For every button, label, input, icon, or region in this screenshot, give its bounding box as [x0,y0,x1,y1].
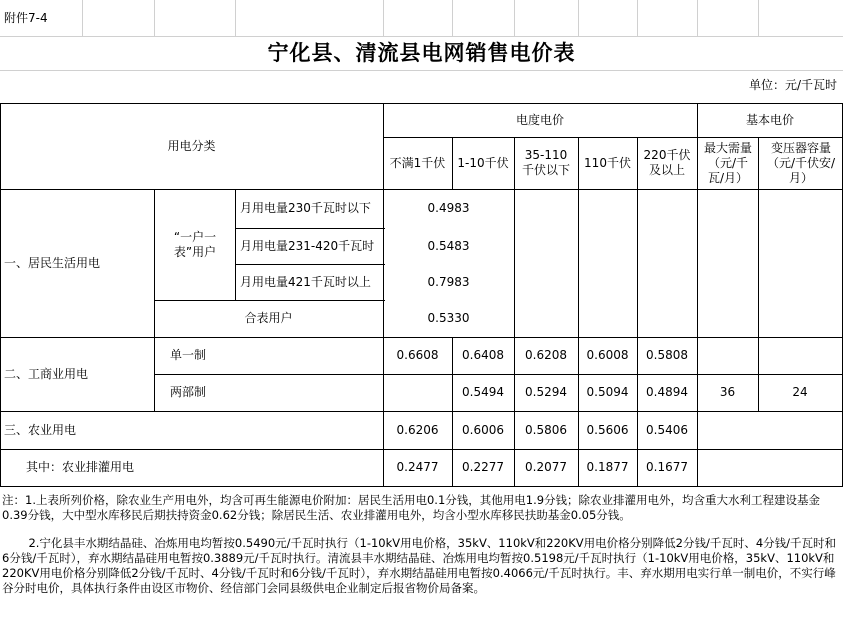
row-tier3-label: 月用电量421千瓦时以上 [240,274,371,289]
two-part-lt1kv [383,374,452,411]
header-transformer-capacity: 变压器容量（元/千伏安/月） [766,140,836,185]
header-voltage-1-10kv: 1-10千伏 [457,155,509,170]
row-tier1-label: 月用电量230千瓦时以下 [240,201,371,215]
two-part-transformer: 24 [792,385,808,399]
two-part-max-demand: 36 [719,385,736,399]
agri-lt1kv: 0.6206 [396,422,439,437]
single-rate-35-110kv: 0.6208 [525,348,567,362]
row-tier2-price: 0.5483 [427,238,470,253]
two-part-35-110kv: 0.5294 [525,385,567,399]
header-energy-price: 电度电价 [515,112,564,127]
irrigation-lt1kv: 0.2477 [396,460,439,474]
header-max-demand: 最大需量（元/千瓦/月） [703,140,752,185]
two-part-1-10kv: 0.5494 [462,385,504,399]
agri-1-10kv: 0.6006 [462,422,504,437]
header-voltage-220kv: 220千伏及以上 [643,148,691,177]
row-one-meter-user: “一户一表”用户 [173,229,217,259]
single-rate-220kv: 0.5808 [646,348,688,362]
note-2: 2.宁化县丰水期结晶硅、冶炼用电均暂按0.5490元/千瓦时执行（1-10kV用电价格，35kV、110kV和220KV用电价格分别降低2分钱/千瓦时、4分钱/千瓦时和6分钱/千瓦时），弃水期结晶硅用电暂按0.3889元/千瓦时执行。清流县丰水期结晶硅、冶炼用电均暂按0.5198元/千瓦时执行（1-10kV用电价格，35kV、110kV和220KV用电价格分别降低2分钱/千瓦时、4分钱/千瓦时和6分钱/千瓦时），弃水期结晶硅用电暂按0.4066元/千瓦时执行。丰、弃水期用电实行单一制电价，不实行峰谷分时电价，具体执行条件由设区市物价、经信部门会同县级供电企业制定后报省物价局备案。 [2,536,837,595]
irrigation-220kv: 0.1677 [646,460,688,474]
unit-label: 单位：元/千瓦时 [748,77,837,92]
header-voltage-lt1kv: 不满1千伏 [389,155,446,170]
row-industrial: 二、工商业用电 [4,366,89,381]
agri-110kv: 0.5606 [586,422,629,437]
two-part-220kv: 0.4894 [646,385,688,399]
two-part-110kv: 0.5094 [586,385,629,399]
row-tier1-price: 0.4983 [427,201,470,215]
header-voltage-35-110kv: 35-110千伏以下 [521,148,570,177]
row-tier2-label: 月用电量231-420千瓦时 [240,238,375,253]
header-category: 用电分类 [167,138,216,153]
row-shared-meter-price: 0.5330 [427,311,470,325]
row-agriculture: 三、农业用电 [4,422,77,437]
agri-35-110kv: 0.5806 [525,422,567,437]
row-shared-meter-label: 合表用户 [244,311,293,325]
single-rate-110kv: 0.6008 [586,348,629,362]
agri-220kv: 0.5406 [646,422,688,437]
row-tier3-price: 0.7983 [427,274,470,289]
row-irrigation: 其中：农业排灌用电 [26,460,135,474]
single-rate-lt1kv: 0.6608 [396,348,439,362]
irrigation-110kv: 0.1877 [586,460,629,474]
page-title: 宁化县、清流县电网销售电价表 [267,40,576,65]
row-single-rate-label: 单一制 [170,348,207,362]
row-two-part-label: 两部制 [170,385,207,399]
attachment-label: 附件7-4 [4,10,48,25]
header-voltage-110kv: 110千伏 [584,155,631,170]
header-basic-price: 基本电价 [745,112,794,127]
single-rate-1-10kv: 0.6408 [462,348,504,362]
irrigation-1-10kv: 0.2277 [462,460,504,474]
row-residential: 一、居民生活用电 [4,255,101,270]
irrigation-35-110kv: 0.2077 [525,460,567,474]
note-1: 注：1.上表所列价格，除农业生产用电外，均含可再生能源电价附加：居民生活用电0.1分钱，其他用电1.9分钱；除农业排灌用电外，均含重大水利工程建设基金0.39分钱，大中型水库移民后期扶持资金0.62分钱；除居民生活、农业排灌用电外，均含小型水库移民扶助基金0.05分钱。 [2,493,821,522]
